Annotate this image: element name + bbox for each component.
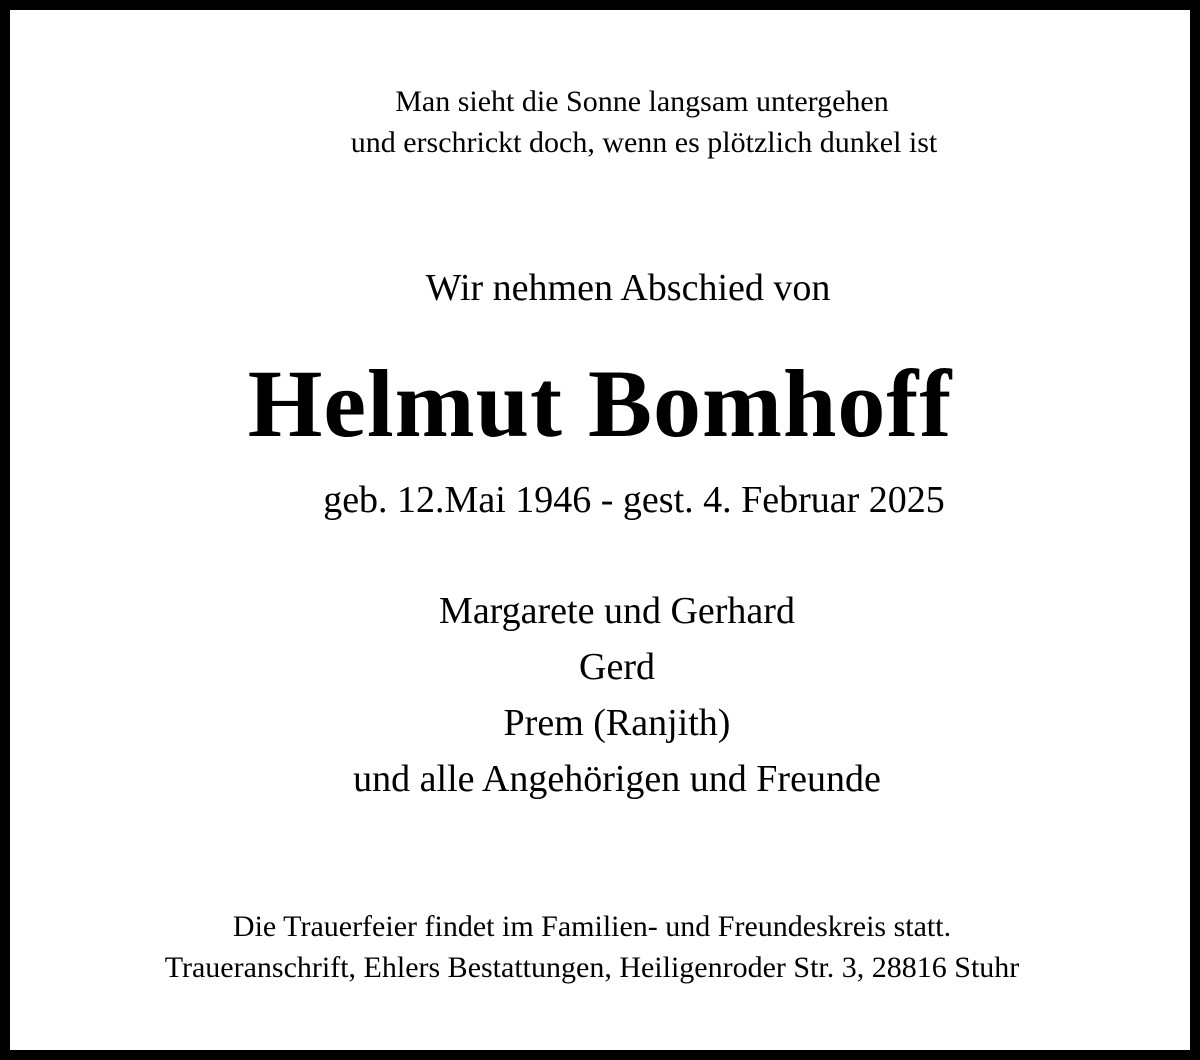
mourner-line-2: Gerd [579,646,655,688]
quote-line-1: Man sieht die Sonne langsam untergehen [395,85,889,118]
life-dates: geb. 12.Mai 1946 - gest. 4. Februar 2025 [323,479,945,521]
intro-text: Wir nehmen Abschied von [425,267,831,309]
mourner-line-1: Margarete und Gerhard [439,590,795,632]
ceremony-note: Die Trauerfeier findet im Familien- und Freundeskreis statt. [232,910,952,943]
quote-line-2: und erschrickt doch, wenn es plötzlich dunkel ist [350,126,938,159]
deceased-name: Helmut Bomhoff [247,350,953,457]
mourner-line-4: und alle Angehörigen und Freunde [353,758,881,800]
mourning-address: Traueranschrift, Ehlers Bestattungen, Heiligenroder Str. 3, 28816 Stuhr [164,951,1020,984]
mourner-line-3: Prem (Ranjith) [503,702,731,744]
